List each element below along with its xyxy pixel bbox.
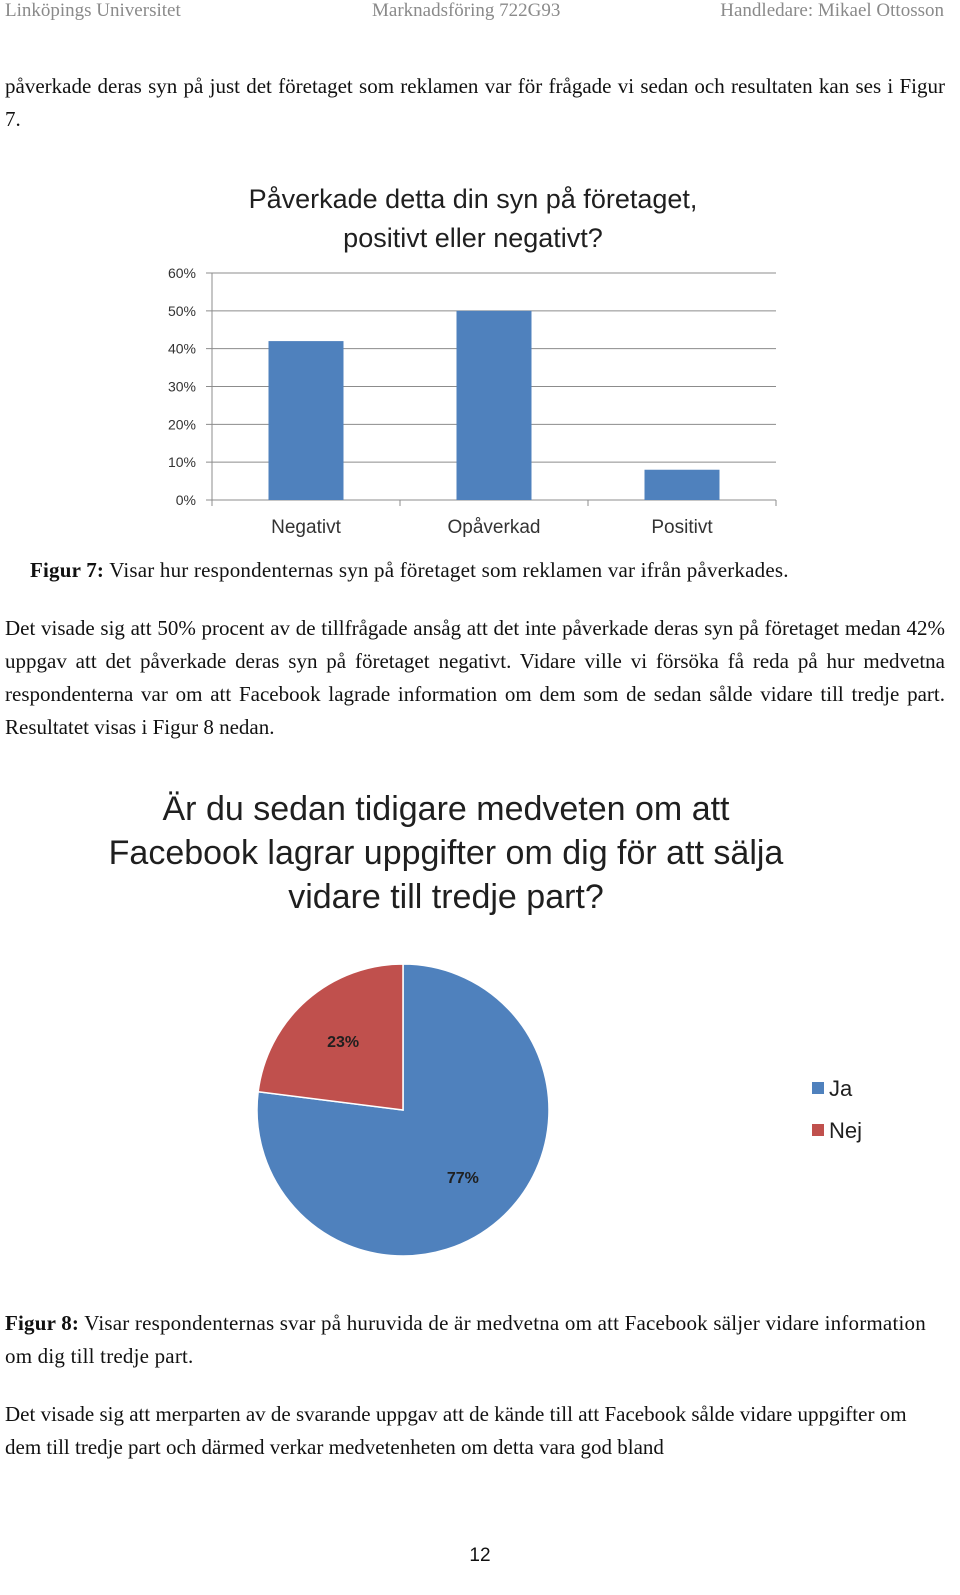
pie-chart-title-line: vidare till tredje part? (288, 878, 604, 916)
bar-chart-figure-7 (0, 170, 960, 550)
figure-8-text: Visar respondenternas svar på huruvida de är medvetna om att Facebook säljer vidare information om dig till tredje part. (5, 1311, 926, 1368)
bar-positivt (645, 470, 720, 500)
x-tick-label: Opåverkad (447, 517, 541, 538)
y-tick-label: 0% (175, 492, 196, 508)
pie-chart-title-line: Är du sedan tidigare medveten om att (162, 790, 730, 828)
bar-chart-title-line: positivt eller negativt? (343, 223, 603, 253)
y-tick-label: 50% (167, 302, 196, 319)
bar-chart-title-line: Påverkade detta din syn på företaget, (248, 184, 698, 214)
figure-8-caption (5, 1307, 945, 1373)
legend-label-ja: Ja (829, 1076, 853, 1101)
x-tick-label: Negativt (271, 517, 341, 538)
header-supervisor: Handledare: Mikael Ottosson (720, 0, 944, 21)
legend-swatch-nej (812, 1124, 824, 1136)
legend-label-nej: Nej (829, 1118, 863, 1143)
pie-chart-slices (257, 964, 549, 1256)
y-tick-label: 30% (167, 378, 196, 395)
pie-value-label: 77% (446, 1169, 479, 1187)
y-tick-label: 40% (167, 340, 196, 357)
bar-chart-x-ticks (271, 517, 713, 538)
figure-7-caption (30, 554, 789, 587)
pie-value-label: 23% (327, 1034, 360, 1052)
pie-chart-legend (812, 1076, 862, 1143)
figure-7-label: Figur 7: (30, 558, 105, 582)
pie-chart-title-line: Facebook lagrar uppgifter om dig för att sälja (108, 834, 784, 872)
bar-chart-bars (269, 311, 720, 500)
legend-swatch-ja (812, 1082, 824, 1094)
pie-chart-figure-8 (0, 780, 960, 1270)
figure-7-text: Visar hur respondenternas syn på företaget som reklamen var ifrån påverkades. (104, 558, 789, 582)
paragraph-intro: påverkade deras syn på just det företaget som reklamen var för frågade vi sedan och resultaten kan ses i Figur 7. (5, 74, 945, 131)
y-tick-label: 20% (167, 416, 196, 433)
pie-chart-title (109, 790, 784, 916)
paragraph-final: Det visade sig att merparten av de svarande uppgav att de kände till att Facebook sålde vidare uppgifter om dem till tredje part och därmed verkar medvetenheten om detta vara god bland (5, 1402, 907, 1459)
paragraph-middle: Det visade sig att 50% procent av de tillfrågade ansåg att det inte påverkade deras syn på företaget medan 42% uppgav att det påverkade deras syn på företaget negativt. Vidare ville vi försöka få reda på hur medvetna respondenterna var om att Facebook lagrade information om dem som de sedan sålde vidare till tredje part. Resultatet visas i Figur 8 nedan. (5, 616, 945, 739)
bar-negativt (269, 341, 344, 500)
bar-opåverkad (457, 311, 532, 500)
header-course: Marknadsföring 722G93 (372, 0, 561, 21)
bar-chart-title (249, 184, 698, 253)
y-tick-label: 60% (167, 265, 196, 281)
page-number: 12 (469, 1545, 491, 1566)
y-tick-label: 10% (167, 454, 196, 471)
header-university: Linköpings Universitet (5, 0, 181, 21)
page-header (0, 0, 960, 26)
figure-8-label: Figur 8: (5, 1311, 80, 1335)
x-tick-label: Positivt (651, 517, 713, 538)
bar-chart-y-ticks (168, 265, 196, 508)
